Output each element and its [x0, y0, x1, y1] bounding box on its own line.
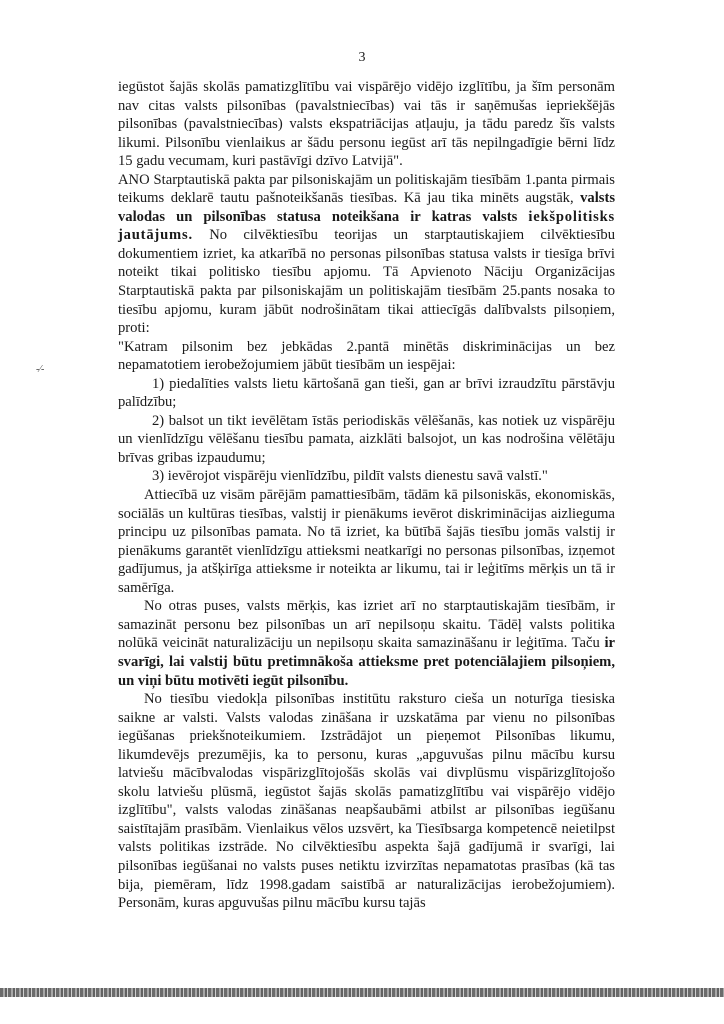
paragraph-other-rights: Attiecībā uz visām pārējām pamattiesībām, tādām kā pilsoniskās, ekonomiskās, sociālās un kultūras tiesības, valstij ir pienākums ievērot diskriminācijas aizlieguma principu uz pilsonības pamata. No tā izriet, ka būtībā šajās tiesību jomās valstij ir pienākums garantēt vienlīdzīgu attieksmi neatkarīgi no personas pilsonības, izņemot gadījumus, ja atšķirīga attieksme ir noteikta ar likumu, tai ir leģitīms mērķis un tā ir samērīga.: [118, 487, 615, 596]
emphasis-motivation: ir svarīgi, lai valstij būtu pretimnākoša attieksme pret potenciālajiem pilsoņiem, un viņi būtu motivēti iegūt pilsonību.: [118, 635, 615, 689]
paragraph-naturalization: [118, 597, 615, 690]
quote-article-25: "Katram pilsonim bez jebkādas 2.pantā minētās diskriminācijas un bez nepamatotiem ierobežojumiem jābūt tiesībām un iespējai:: [118, 338, 615, 374]
list-item-3: 3) ievērojot vispārēju vienlīdzību, pildīt valsts dienestu savā valstī.": [152, 468, 548, 485]
emphasis-internal-matter: iekšpolitisks jautājums.: [118, 208, 615, 244]
list-item-2: 2) balsot un tikt ievēlētam īstās periodiskās vēlēšanās, kas notiek uz vispārēju un vienlīdzīgu vēlēšanu tiesību pamata, aizklāti balsojot, un kas nodrošina vēlētāju brīvas gribas izpaudumu;: [118, 412, 615, 466]
document-body: [118, 78, 615, 913]
margin-mark: -⁄-: [36, 364, 45, 375]
paragraph-iccpr-intro: ANO Starptautiskā pakta par pilsoniskajām un politiskajām tiesībām 1.panta pirmais teikums deklarē tautu pašnoteikšanās tiesības. Kā jau tika minēts augstāk,: [118, 171, 615, 207]
scan-artifact-strip: [0, 988, 724, 997]
emphasis-state-language: valsts valodas un pilsonības statusa noteikšana ir katras valsts: [118, 190, 615, 225]
list-item-1: 1) piedalīties valsts lietu kārtošanā gan tieši, gan ar brīvi izraudzītu pārstāvju palīdzību;: [118, 375, 615, 411]
paragraph-naturalization-text: No otras puses, valsts mērķis, kas izriet arī no starptautiskajām tiesībām, ir samazināt personu bez pilsonības un arī nepilsoņu skaitu. Tādēļ valsts politika nolūkā veicināt naturalizāciju un nepilsoņu skaita samazināšanu ir leģitīma. Taču: [118, 598, 615, 652]
paragraph-iccpr-rest: No cilvēktiesību teorijas un starptautiskajiem cilvēktiesību dokumentiem izriet, ka atkarībā no personas pilsonības statusa valsts ir tiesīga brīvi noteikt tikai politisko tiesību apjomu. Tā Apvienoto Nāciju Organizācijas Starptautiskā pakta par pilsoniskajām un politiskajām tiesībām 25.pants nosaka to tiesību apjomu, kuram jābūt nodrošinātam tikai attiecīgās dalībvalsts pilsoņiem, proti:: [118, 227, 615, 337]
paragraph-iccpr: [118, 171, 615, 338]
paragraph-legal-bond: No tiesību viedokļa pilsonības institūtu raksturo cieša un noturīga tiesiska saikne ar valsti. Valsts valodas zināšana ir uzskatāma par vienu no pilsonības iegūšanas priekšnoteikumiem. Izstrādājot un pieņemot Pilsonības likumu, likumdevējs prezumējis, ka to personu, kuras „apguvušas pilnu mācību kursu latviešu mācībvalodas vispārizglītojošās skolās vai divplūsmu vispārizglītojošo skolu latviešu plūsmā, iegūstot šajās skolās pamatizglītību vai vispārējo vidējo izglītību", valsts valodas zināšanas neapšaubāmi atbilst ar pilsonības iegūšanu saistītajām prasībām. Vienlaikus vēlos uzsvērt, ka Tiesībsarga kompetencē neietilpst valsts politikas izstrāde. No cilvēktiesību aspekta šajā gadījumā ir svarīgi, lai pilsonības iegūšanai no valsts puses netiktu izvirzītas nepamatotas prasības (kā tas bija, piemēram, līdz 1998.gadam saistībā ar naturalizācijas ierobežojumiem). Personām, kuras apguvušas pilnu mācību kursu tajās: [118, 691, 615, 912]
page-number: 3: [358, 50, 366, 65]
paragraph-continuation: iegūstot šajās skolās pamatizglītību vai vispārējo vidējo izglītību, ja šīm personām nav citas valsts pilsonības (pavalstniecības) vai tās ir saņēmušas iepriekšējās pilsonības (pavalstniecības) valsts ekspatriācijas atļauju, ja tādu paredz šīs valsts likumi. Pilsonību vienlaikus ar šādu personu iegūst arī tās nepilngadīgie bērni līdz 15 gadu vecumam, kuri pastāvīgi dzīvo Latvijā".: [118, 79, 615, 170]
